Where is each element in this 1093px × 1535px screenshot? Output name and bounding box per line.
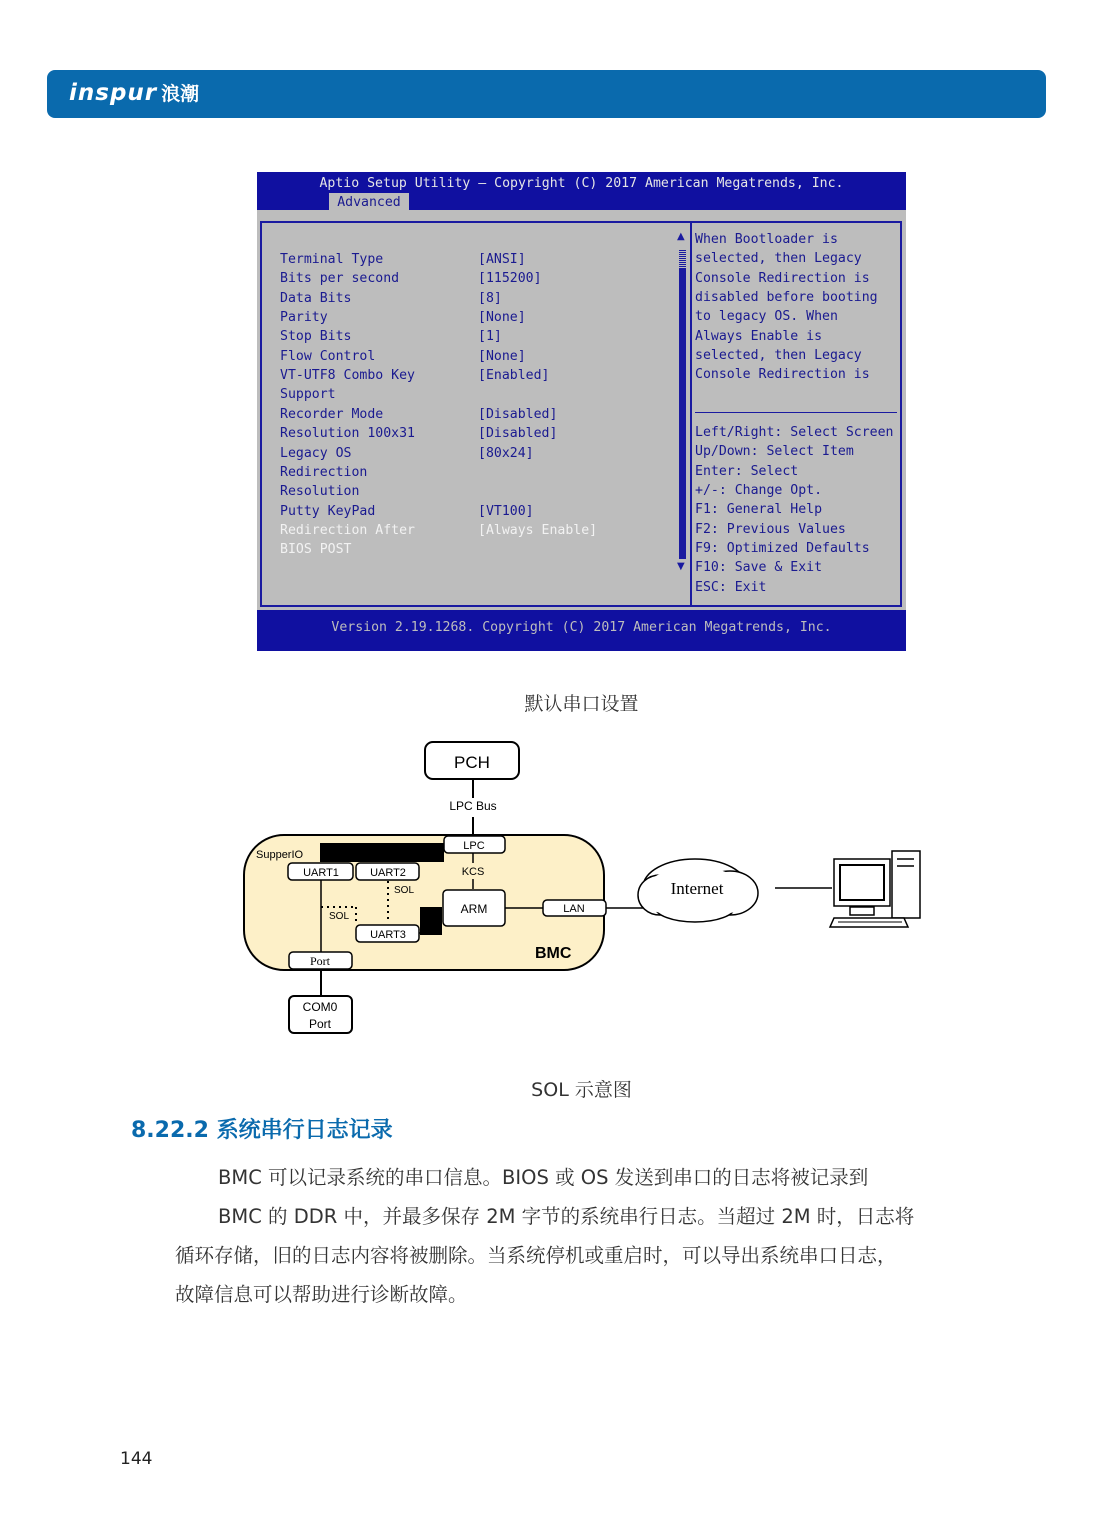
lpc-bus-label: LPC Bus <box>449 799 497 813</box>
help-line: to legacy OS. When <box>695 309 838 325</box>
setting-label: Putty KeyPad <box>280 503 376 519</box>
arm-label: ARM <box>460 902 488 916</box>
frame-divider <box>690 221 692 607</box>
caption-default-serial: 默认串口设置 <box>524 693 639 715</box>
uart1-label: UART1 <box>303 867 339 879</box>
section-heading: 8.22.2 系统串行日志记录 <box>131 1118 393 1143</box>
sol-label-b: SOL <box>329 911 350 922</box>
setting-label: Flow Control <box>280 348 376 364</box>
setting-value: [Enabled] <box>478 368 550 384</box>
setting-value: [None] <box>478 348 526 364</box>
bios-footer: Version 2.19.1268. Copyright (C) 2017 American Megatrends, Inc. <box>331 620 832 635</box>
header-bar <box>47 70 1046 118</box>
inspur-logo: inspur 浪潮 <box>69 80 200 106</box>
sol-diagram <box>240 735 930 1040</box>
key-help-line: Enter: Select <box>695 463 799 479</box>
setting-label: Resolution 100x31 <box>280 426 415 442</box>
lpc-label: LPC <box>463 840 485 852</box>
help-separator <box>695 412 897 413</box>
setting-label: Redirection After <box>280 522 415 538</box>
superio-label: SupperIO <box>256 849 304 861</box>
bios-screenshot <box>257 172 906 651</box>
scroll-up-arrow-icon[interactable]: ▲ <box>677 231 685 242</box>
setting-label: BIOS POST <box>280 542 352 558</box>
sol-label-a: SOL <box>394 885 415 896</box>
help-line: selected, then Legacy <box>695 348 862 364</box>
paragraph-line-4: 故障信息可以帮助进行诊断故障。 <box>175 1283 468 1306</box>
paragraph-line-3: 循环存储，旧的日志内容将被删除。当系统停机或重启时，可以导出系统串口日志， <box>175 1244 897 1267</box>
setting-label: Redirection <box>280 464 368 480</box>
key-help-line: F10: Save & Exit <box>695 560 823 576</box>
scrollbar[interactable] <box>679 268 686 559</box>
setting-value: [ANSI] <box>478 252 526 267</box>
com0-label: COM0 <box>302 1000 338 1014</box>
tab-advanced[interactable]: Advanced <box>329 193 409 212</box>
setting-label: Bits per second <box>280 271 400 287</box>
setting-value: [80x24] <box>478 445 534 461</box>
help-line: Always Enable is <box>695 328 823 344</box>
scroll-down-arrow-icon[interactable]: ▼ <box>677 561 685 572</box>
help-line: selected, then Legacy <box>695 251 862 267</box>
setting-value: [8] <box>478 290 502 306</box>
setting-label: Data Bits <box>280 290 352 306</box>
setting-label: Support <box>280 387 336 403</box>
setting-value: [None] <box>478 310 526 326</box>
bmc-label: BMC <box>535 945 572 962</box>
uart3-block <box>420 907 442 935</box>
setting-label: Legacy OS <box>280 445 352 461</box>
paragraph-line-2: BMC 的 DDR 中，并最多保存 2M 字节的系统串行日志。当超过 2M 时，日志将 <box>218 1205 915 1228</box>
paragraph-line-1: BMC 可以记录系统的串口信息。BIOS 或 OS 发送到串口的日志将被记录到 <box>218 1166 869 1189</box>
key-help-line: F2: Previous Values <box>695 521 846 537</box>
setting-label: VT-UTF8 Combo Key <box>280 368 415 384</box>
pch-label: PCH <box>454 753 490 772</box>
port-label: Port <box>309 954 331 968</box>
lan-label: LAN <box>563 903 585 915</box>
uart2-label: UART2 <box>370 867 406 879</box>
setting-value: [Disabled] <box>478 406 558 422</box>
uart3-label: UART3 <box>370 929 406 941</box>
caption-sol-diagram: SOL 示意图 <box>531 1079 632 1101</box>
key-help-line: Left/Right: Select Screen <box>695 425 894 440</box>
setting-value: [Always Enable] <box>478 522 598 538</box>
page-number: 144 <box>120 1449 153 1469</box>
computer-icon <box>830 851 920 927</box>
superio-bar <box>320 843 444 862</box>
help-line: Console Redirection is <box>695 270 870 286</box>
setting-label: Resolution <box>280 484 360 500</box>
scroll-track <box>679 250 686 268</box>
setting-label: Stop Bits <box>280 329 352 345</box>
key-help-line: +/-: Change Opt. <box>695 483 823 499</box>
setting-label: Recorder Mode <box>280 406 384 422</box>
help-line: When Bootloader is <box>695 232 838 247</box>
internet-label: Internet <box>670 879 724 898</box>
setting-label: Terminal Type <box>280 252 384 267</box>
help-line: Console Redirection is <box>695 367 870 383</box>
kcs-label: KCS <box>461 866 485 878</box>
setting-value: [115200] <box>478 271 542 287</box>
setting-value: [1] <box>478 329 502 345</box>
setting-label: Parity <box>280 310 328 326</box>
key-help-line: F9: Optimized Defaults <box>695 541 870 557</box>
setting-value: [VT100] <box>478 503 534 519</box>
help-line: disabled before booting <box>695 290 878 306</box>
key-help-line: F1: General Help <box>695 502 823 518</box>
com0-port-label: Port <box>308 1017 332 1031</box>
bios-title: Aptio Setup Utility – Copyright (C) 2017 American Megatrends, Inc. <box>319 176 844 191</box>
setting-value: [Disabled] <box>478 426 558 442</box>
key-help-line: Up/Down: Select Item <box>695 444 854 460</box>
bios-panel <box>257 210 906 610</box>
key-help-line: ESC: Exit <box>695 579 767 595</box>
